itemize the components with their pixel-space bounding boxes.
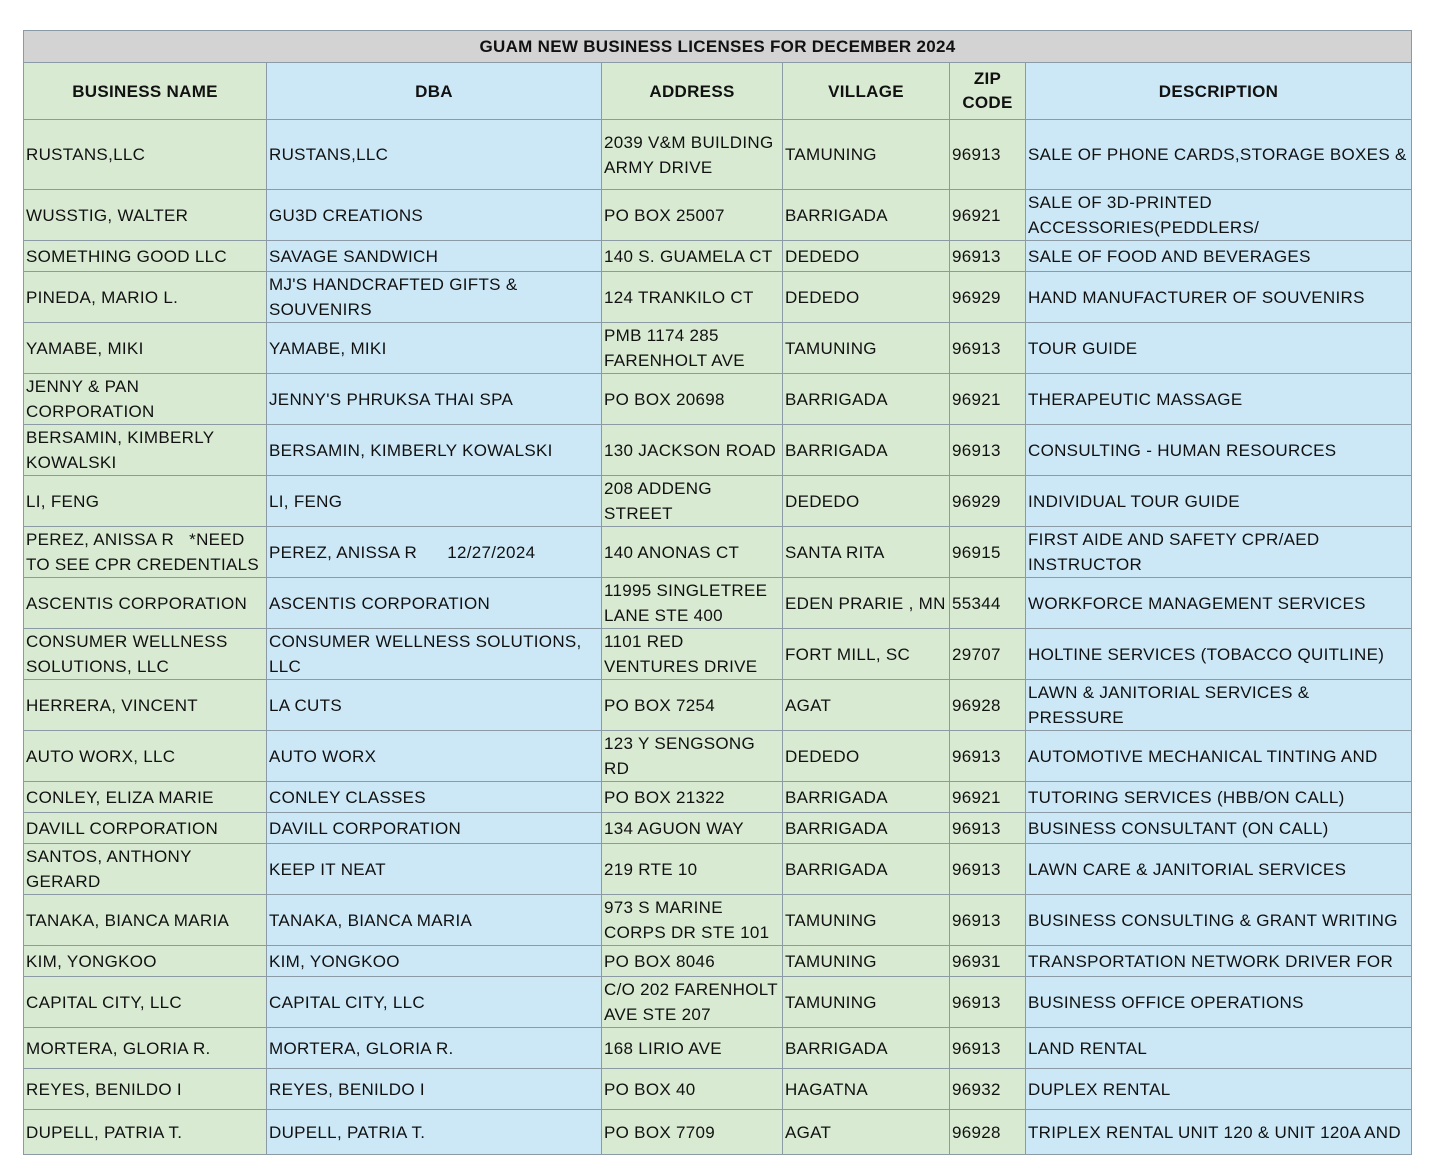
- cell-village: [783, 629, 950, 680]
- cell-zip-code: [950, 782, 1026, 813]
- cell-business-name-text: CONSUMER WELLNESS SOLUTIONS, LLC: [26, 632, 233, 676]
- cell-address-text: C/O 202 FARENHOLT AVE STE 207: [604, 980, 782, 1024]
- cell-village: [783, 731, 950, 782]
- cell-zip-code: [950, 946, 1026, 977]
- cell-zip-code-text: 96913: [952, 746, 1001, 766]
- cell-village: [783, 946, 950, 977]
- cell-description: [1026, 374, 1412, 425]
- cell-address: [602, 629, 783, 680]
- cell-village-text: BARRIGADA: [785, 440, 888, 460]
- cell-description: [1026, 578, 1412, 629]
- cell-business-name: [24, 813, 267, 844]
- header-business-name: BUSINESS NAME: [24, 63, 267, 120]
- cell-description-text: LAWN & JANITORIAL SERVICES & PRESSURE: [1028, 683, 1315, 727]
- cell-village-text: FORT MILL, SC: [785, 644, 911, 664]
- cell-village: [783, 1069, 950, 1110]
- table-row: [24, 374, 1412, 425]
- cell-address: [602, 895, 783, 946]
- cell-dba-text: PEREZ, ANISSA R 12/27/2024: [269, 542, 536, 562]
- cell-business-name-text: KIM, YONGKOO: [26, 951, 157, 971]
- cell-dba: [267, 977, 602, 1028]
- cell-business-name: [24, 323, 267, 374]
- cell-dba: [267, 323, 602, 374]
- cell-dba: [267, 629, 602, 680]
- cell-dba: [267, 1028, 602, 1069]
- cell-dba: [267, 1069, 602, 1110]
- cell-dba-text: TANAKA, BIANCA MARIA: [269, 910, 473, 930]
- cell-zip-code-text: 96915: [952, 542, 1001, 562]
- cell-dba-text: DUPELL, PATRIA T.: [269, 1122, 426, 1142]
- cell-description-text: TUTORING SERVICES (HBB/ON CALL): [1028, 787, 1345, 807]
- cell-business-name-text: JENNY & PAN CORPORATION: [26, 377, 155, 421]
- cell-dba: [267, 578, 602, 629]
- cell-village-text: BARRIGADA: [785, 818, 888, 838]
- cell-description-text: SALE OF 3D-PRINTED ACCESSORIES(PEDDLERS/: [1028, 193, 1260, 237]
- cell-dba-text: MORTERA, GLORIA R.: [269, 1038, 454, 1058]
- cell-zip-code: [950, 323, 1026, 374]
- cell-zip-code-text: 96913: [952, 818, 1001, 838]
- table-title: GUAM NEW BUSINESS LICENSES FOR DECEMBER 2024: [24, 31, 1412, 63]
- cell-dba-text: REYES, BENILDO I: [269, 1079, 425, 1099]
- cell-business-name: [24, 527, 267, 578]
- cell-address-text: 1101 RED VENTURES DRIVE: [604, 632, 758, 676]
- cell-address: [602, 731, 783, 782]
- cell-dba-text: KIM, YONGKOO: [269, 951, 400, 971]
- cell-address-text: 124 TRANKILO CT: [604, 287, 754, 307]
- table-row: [24, 680, 1412, 731]
- cell-description: [1026, 844, 1412, 895]
- cell-description: [1026, 895, 1412, 946]
- cell-business-name: [24, 895, 267, 946]
- cell-dba: [267, 425, 602, 476]
- cell-zip-code-text: 96928: [952, 1122, 1001, 1142]
- table-row: [24, 844, 1412, 895]
- cell-address: [602, 323, 783, 374]
- cell-address: [602, 190, 783, 241]
- cell-village: [783, 190, 950, 241]
- cell-business-name-text: WUSSTIG, WALTER: [26, 205, 189, 225]
- cell-description-text: TOUR GUIDE: [1028, 338, 1138, 358]
- cell-village-text: HAGATNA: [785, 1079, 869, 1099]
- cell-address-text: 219 RTE 10: [604, 859, 698, 879]
- cell-village: [783, 895, 950, 946]
- cell-zip-code-text: 96921: [952, 787, 1001, 807]
- cell-business-name-text: BERSAMIN, KIMBERLY KOWALSKI: [26, 428, 220, 472]
- cell-description: [1026, 1110, 1412, 1155]
- cell-village-text: TAMUNING: [785, 910, 877, 930]
- cell-dba: [267, 527, 602, 578]
- cell-zip-code-text: 96913: [952, 440, 1001, 460]
- cell-dba-text: GU3D CREATIONS: [269, 205, 424, 225]
- cell-description-text: HOLTINE SERVICES (TOBACCO QUITLINE): [1028, 644, 1385, 664]
- table-row: [24, 272, 1412, 323]
- cell-zip-code: [950, 374, 1026, 425]
- cell-village: [783, 120, 950, 190]
- cell-address: [602, 476, 783, 527]
- cell-village: [783, 241, 950, 272]
- cell-zip-code: [950, 731, 1026, 782]
- cell-business-name-text: LI, FENG: [26, 491, 100, 511]
- cell-address: [602, 844, 783, 895]
- cell-zip-code-text: 96929: [952, 287, 1001, 307]
- cell-dba-text: AUTO WORX: [269, 746, 377, 766]
- cell-description: [1026, 323, 1412, 374]
- cell-dba-text: MJ'S HANDCRAFTED GIFTS & SOUVENIRS: [269, 275, 523, 319]
- table-row: [24, 977, 1412, 1028]
- cell-business-name: [24, 578, 267, 629]
- cell-address-text: PO BOX 7709: [604, 1122, 716, 1142]
- cell-address-text: 140 S. GUAMELA CT: [604, 246, 773, 266]
- cell-business-name: [24, 977, 267, 1028]
- cell-business-name-text: YAMABE, MIKI: [26, 338, 144, 358]
- cell-business-name: [24, 782, 267, 813]
- cell-business-name-text: TANAKA, BIANCA MARIA: [26, 910, 230, 930]
- cell-zip-code: [950, 977, 1026, 1028]
- cell-dba-text: SAVAGE SANDWICH: [269, 246, 439, 266]
- cell-address-text: 134 AGUON WAY: [604, 818, 744, 838]
- cell-village-text: AGAT: [785, 695, 832, 715]
- cell-business-name-text: MORTERA, GLORIA R.: [26, 1038, 211, 1058]
- cell-zip-code: [950, 476, 1026, 527]
- table-row: [24, 425, 1412, 476]
- table-row: [24, 1028, 1412, 1069]
- cell-business-name-text: CONLEY, ELIZA MARIE: [26, 787, 214, 807]
- table-row: [24, 578, 1412, 629]
- cell-zip-code-text: 96913: [952, 246, 1001, 266]
- cell-dba-text: CONSUMER WELLNESS SOLUTIONS, LLC: [269, 632, 587, 676]
- cell-description-text: THERAPEUTIC MASSAGE: [1028, 389, 1243, 409]
- cell-dba-text: LI, FENG: [269, 491, 343, 511]
- cell-business-name: [24, 629, 267, 680]
- cell-dba: [267, 813, 602, 844]
- cell-address-text: 130 JACKSON ROAD: [604, 440, 777, 460]
- cell-business-name: [24, 476, 267, 527]
- header-dba: DBA: [267, 63, 602, 120]
- cell-address: [602, 374, 783, 425]
- table-row: [24, 527, 1412, 578]
- cell-business-name: [24, 946, 267, 977]
- cell-business-name: [24, 425, 267, 476]
- cell-business-name: [24, 1028, 267, 1069]
- cell-address: [602, 241, 783, 272]
- cell-village-text: DEDEDO: [785, 746, 860, 766]
- cell-zip-code: [950, 629, 1026, 680]
- cell-dba: [267, 895, 602, 946]
- cell-zip-code: [950, 844, 1026, 895]
- cell-business-name-text: PINEDA, MARIO L.: [26, 287, 179, 307]
- cell-description: [1026, 680, 1412, 731]
- cell-zip-code: [950, 1028, 1026, 1069]
- cell-address-text: PO BOX 21322: [604, 787, 725, 807]
- cell-zip-code-text: 96913: [952, 859, 1001, 879]
- cell-address-text: PO BOX 8046: [604, 951, 716, 971]
- cell-dba: [267, 782, 602, 813]
- cell-village: [783, 844, 950, 895]
- cell-zip-code: [950, 120, 1026, 190]
- cell-business-name-text: CAPITAL CITY, LLC: [26, 992, 182, 1012]
- cell-zip-code: [950, 1069, 1026, 1110]
- cell-dba-text: KEEP IT NEAT: [269, 859, 386, 879]
- cell-village: [783, 1028, 950, 1069]
- cell-zip-code: [950, 272, 1026, 323]
- cell-description-text: CONSULTING - HUMAN RESOURCES: [1028, 440, 1337, 460]
- cell-dba: [267, 476, 602, 527]
- cell-address: [602, 527, 783, 578]
- cell-village: [783, 527, 950, 578]
- cell-village-text: DEDEDO: [785, 491, 860, 511]
- cell-address: [602, 1069, 783, 1110]
- table-row: [24, 241, 1412, 272]
- table-row: [24, 323, 1412, 374]
- cell-description-text: LAWN CARE & JANITORIAL SERVICES: [1028, 859, 1347, 879]
- cell-business-name-text: ASCENTIS CORPORATION: [26, 593, 248, 613]
- cell-business-name: [24, 241, 267, 272]
- cell-address: [602, 120, 783, 190]
- cell-address: [602, 680, 783, 731]
- cell-zip-code-text: 96921: [952, 205, 1001, 225]
- cell-business-name: [24, 374, 267, 425]
- cell-zip-code-text: 96921: [952, 389, 1001, 409]
- table-row: [24, 1069, 1412, 1110]
- cell-description: [1026, 1028, 1412, 1069]
- cell-village-text: TAMUNING: [785, 951, 877, 971]
- cell-village: [783, 425, 950, 476]
- cell-address-text: PMB 1174 285 FARENHOLT AVE: [604, 326, 745, 370]
- cell-zip-code-text: 96929: [952, 491, 1001, 511]
- cell-dba: [267, 1110, 602, 1155]
- cell-business-name-text: SOMETHING GOOD LLC: [26, 246, 227, 266]
- cell-village: [783, 374, 950, 425]
- cell-village-text: BARRIGADA: [785, 787, 888, 807]
- table-row: [24, 476, 1412, 527]
- cell-village: [783, 476, 950, 527]
- cell-business-name-text: DUPELL, PATRIA T.: [26, 1122, 183, 1142]
- cell-description-text: AUTOMOTIVE MECHANICAL TINTING AND: [1028, 746, 1378, 766]
- cell-zip-code: [950, 813, 1026, 844]
- cell-description: [1026, 629, 1412, 680]
- cell-dba-text: BERSAMIN, KIMBERLY KOWALSKI: [269, 440, 553, 460]
- cell-village: [783, 1110, 950, 1155]
- cell-business-name-text: PEREZ, ANISSA R *NEED TO SEE CPR CREDENTIALS: [26, 530, 260, 574]
- cell-village-text: SANTA RITA: [785, 542, 885, 562]
- cell-dba: [267, 241, 602, 272]
- cell-description-text: WORKFORCE MANAGEMENT SERVICES: [1028, 593, 1366, 613]
- cell-zip-code: [950, 241, 1026, 272]
- cell-zip-code-text: 96913: [952, 992, 1001, 1012]
- table-row: [24, 731, 1412, 782]
- header-address: ADDRESS: [602, 63, 783, 120]
- cell-business-name: [24, 120, 267, 190]
- cell-zip-code-text: 96931: [952, 951, 1001, 971]
- cell-address-text: 140 ANONAS CT: [604, 542, 740, 562]
- cell-village-text: BARRIGADA: [785, 1038, 888, 1058]
- cell-description: [1026, 977, 1412, 1028]
- cell-business-name-text: RUSTANS,LLC: [26, 145, 146, 164]
- cell-business-name-text: DAVILL CORPORATION: [26, 818, 219, 838]
- cell-description: [1026, 813, 1412, 844]
- cell-village: [783, 323, 950, 374]
- table-row: [24, 782, 1412, 813]
- cell-dba-text: DAVILL CORPORATION: [269, 818, 462, 838]
- cell-description-text: TRANSPORTATION NETWORK DRIVER FOR: [1028, 951, 1394, 971]
- header-zip-code: ZIP CODE: [950, 63, 1026, 120]
- cell-description-text: HAND MANUFACTURER OF SOUVENIRS: [1028, 287, 1365, 307]
- cell-zip-code: [950, 1110, 1026, 1155]
- cell-zip-code-text: 96913: [952, 910, 1001, 930]
- cell-description-text: TRIPLEX RENTAL UNIT 120 & UNIT 120A AND: [1028, 1122, 1401, 1142]
- cell-description: [1026, 946, 1412, 977]
- cell-business-name: [24, 680, 267, 731]
- cell-village: [783, 813, 950, 844]
- cell-village: [783, 272, 950, 323]
- cell-dba: [267, 844, 602, 895]
- cell-address: [602, 813, 783, 844]
- cell-description: [1026, 782, 1412, 813]
- cell-address: [602, 782, 783, 813]
- cell-address-text: 11995 SINGLETREE LANE STE 400: [604, 581, 773, 625]
- cell-village-text: TAMUNING: [785, 145, 877, 164]
- licenses-table: [23, 30, 1412, 1155]
- cell-dba-text: CAPITAL CITY, LLC: [269, 992, 425, 1012]
- cell-description-text: INDIVIDUAL TOUR GUIDE: [1028, 491, 1240, 511]
- cell-description: [1026, 731, 1412, 782]
- cell-village-text: BARRIGADA: [785, 389, 888, 409]
- cell-village: [783, 977, 950, 1028]
- cell-description: [1026, 527, 1412, 578]
- cell-business-name: [24, 1110, 267, 1155]
- cell-village-text: AGAT: [785, 1122, 832, 1142]
- cell-description-text: FIRST AIDE AND SAFETY CPR/AED INSTRUCTOR: [1028, 530, 1325, 574]
- cell-zip-code: [950, 578, 1026, 629]
- cell-zip-code-text: 29707: [952, 644, 1001, 664]
- cell-description-text: BUSINESS CONSULTING & GRANT WRITING: [1028, 910, 1398, 930]
- cell-description-text: LAND RENTAL: [1028, 1038, 1148, 1058]
- cell-dba: [267, 374, 602, 425]
- cell-dba-text: ASCENTIS CORPORATION: [269, 593, 491, 613]
- cell-zip-code-text: 96913: [952, 1038, 1001, 1058]
- cell-business-name-text: HERRERA, VINCENT: [26, 695, 198, 715]
- cell-address: [602, 1110, 783, 1155]
- header-description: DESCRIPTION: [1026, 63, 1412, 120]
- cell-zip-code: [950, 425, 1026, 476]
- cell-address: [602, 272, 783, 323]
- table-row: [24, 190, 1412, 241]
- table-row: [24, 946, 1412, 977]
- table-row: [24, 1110, 1412, 1155]
- cell-zip-code: [950, 190, 1026, 241]
- cell-dba: [267, 731, 602, 782]
- cell-dba-text: YAMABE, MIKI: [269, 338, 387, 358]
- cell-address: [602, 578, 783, 629]
- cell-business-name: [24, 844, 267, 895]
- cell-address: [602, 1028, 783, 1069]
- cell-dba: [267, 190, 602, 241]
- cell-description: [1026, 425, 1412, 476]
- cell-address-text: 168 LIRIO AVE: [604, 1038, 722, 1058]
- cell-village-text: DEDEDO: [785, 287, 860, 307]
- cell-address-text: PO BOX 7254: [604, 695, 716, 715]
- table-row: [24, 813, 1412, 844]
- cell-village: [783, 782, 950, 813]
- cell-description-text: BUSINESS OFFICE OPERATIONS: [1028, 992, 1304, 1012]
- cell-address-text: 123 Y SENGSONG RD: [604, 734, 761, 778]
- cell-description-text: DUPLEX RENTAL: [1028, 1079, 1171, 1099]
- cell-address: [602, 946, 783, 977]
- cell-description: [1026, 241, 1412, 272]
- cell-description: [1026, 120, 1412, 190]
- cell-address-text: PO BOX 40: [604, 1079, 696, 1099]
- cell-description: [1026, 1069, 1412, 1110]
- cell-business-name: [24, 190, 267, 241]
- cell-address: [602, 977, 783, 1028]
- cell-address-text: PO BOX 25007: [604, 205, 725, 225]
- cell-village-text: DEDEDO: [785, 246, 860, 266]
- cell-zip-code-text: 96928: [952, 695, 1001, 715]
- cell-description: [1026, 476, 1412, 527]
- cell-address: [602, 425, 783, 476]
- cell-village-text: TAMUNING: [785, 992, 877, 1012]
- table-body: [24, 120, 1412, 1155]
- cell-dba: [267, 680, 602, 731]
- cell-description-text: SALE OF PHONE CARDS,STORAGE BOXES &: [1028, 145, 1407, 164]
- cell-business-name-text: REYES, BENILDO I: [26, 1079, 182, 1099]
- cell-dba-text: LA CUTS: [269, 695, 342, 715]
- cell-village-text: BARRIGADA: [785, 859, 888, 879]
- cell-dba-text: RUSTANS,LLC: [269, 145, 389, 164]
- cell-dba-text: CONLEY CLASSES: [269, 787, 426, 807]
- cell-business-name: [24, 1069, 267, 1110]
- cell-business-name-text: AUTO WORX, LLC: [26, 746, 176, 766]
- cell-zip-code: [950, 680, 1026, 731]
- cell-zip-code: [950, 895, 1026, 946]
- table-row: [24, 629, 1412, 680]
- cell-village: [783, 578, 950, 629]
- cell-dba-text: JENNY'S PHRUKSA THAI SPA: [269, 389, 514, 409]
- cell-address-text: 973 S MARINE CORPS DR STE 101: [604, 898, 770, 942]
- cell-address-text: 2039 V&M BUILDING ARMY DRIVE: [604, 132, 778, 177]
- cell-business-name: [24, 731, 267, 782]
- cell-village-text: TAMUNING: [785, 338, 877, 358]
- cell-description: [1026, 272, 1412, 323]
- cell-business-name-text: SANTOS, ANTHONY GERARD: [26, 847, 197, 891]
- cell-address-text: PO BOX 20698: [604, 389, 725, 409]
- cell-zip-code-text: 55344: [952, 593, 1001, 613]
- cell-description: [1026, 190, 1412, 241]
- cell-address-text: 208 ADDENG STREET: [604, 479, 717, 523]
- cell-description-text: SALE OF FOOD AND BEVERAGES: [1028, 246, 1311, 266]
- cell-village: [783, 680, 950, 731]
- cell-business-name: [24, 272, 267, 323]
- cell-village-text: EDEN PRARIE , MN: [785, 593, 946, 613]
- cell-description-text: BUSINESS CONSULTANT (ON CALL): [1028, 818, 1329, 838]
- cell-dba: [267, 946, 602, 977]
- cell-village-text: BARRIGADA: [785, 205, 888, 225]
- table-row: [24, 120, 1412, 190]
- header-village: VILLAGE: [783, 63, 950, 120]
- cell-zip-code-text: 96932: [952, 1079, 1001, 1099]
- cell-dba: [267, 272, 602, 323]
- cell-dba: [267, 120, 602, 190]
- cell-zip-code: [950, 527, 1026, 578]
- cell-zip-code-text: 96913: [952, 145, 1001, 164]
- table-row: [24, 895, 1412, 946]
- cell-zip-code-text: 96913: [952, 338, 1001, 358]
